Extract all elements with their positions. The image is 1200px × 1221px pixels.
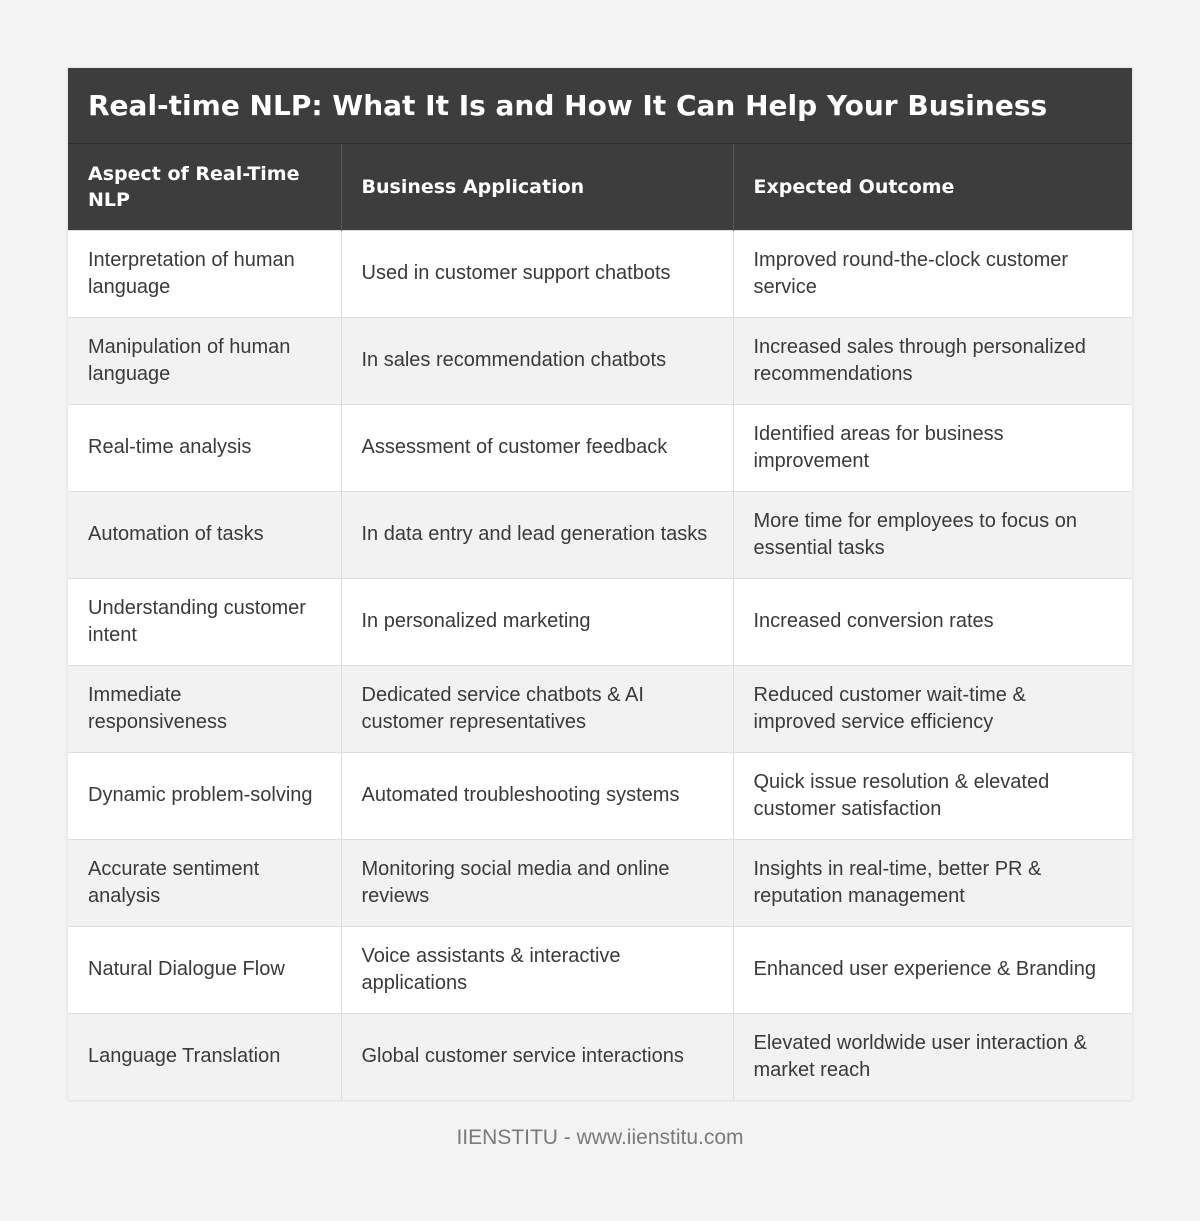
footer-credit: IIENSTITU - www.iienstitu.com: [456, 1126, 744, 1149]
cell-outcome: More time for employees to focus on essential tasks: [733, 491, 1132, 578]
page-title: Real-time NLP: What It Is and How It Can Help Your Business: [88, 89, 1048, 122]
table-body: [68, 230, 1132, 1100]
table-row: [68, 926, 1132, 1013]
header-row: [68, 144, 1132, 230]
cell-application: Used in customer support chatbots: [341, 230, 733, 317]
cell-outcome: Insights in real-time, better PR & reputation management: [733, 839, 1132, 926]
cell-application: Global customer service interactions: [341, 1013, 733, 1100]
cell-aspect: Real-time analysis: [68, 404, 341, 491]
cell-outcome: Increased conversion rates: [733, 578, 1132, 665]
cell-application: In sales recommendation chatbots: [341, 317, 733, 404]
cell-outcome: Identified areas for business improvement: [733, 404, 1132, 491]
cell-aspect: Accurate sentiment analysis: [68, 839, 341, 926]
cell-outcome: Reduced customer wait-time & improved service efficiency: [733, 665, 1132, 752]
cell-application: Monitoring social media and online reviews: [341, 839, 733, 926]
cell-application: Dedicated service chatbots & AI customer representatives: [341, 665, 733, 752]
table-row: [68, 491, 1132, 578]
cell-outcome: Quick issue resolution & elevated customer satisfaction: [733, 752, 1132, 839]
cell-aspect: Natural Dialogue Flow: [68, 926, 341, 1013]
table-row: [68, 230, 1132, 317]
table-row: [68, 317, 1132, 404]
cell-outcome: Enhanced user experience & Branding: [733, 926, 1132, 1013]
data-table: [68, 144, 1132, 1100]
table-row: [68, 752, 1132, 839]
table-header: [68, 144, 1132, 230]
table-row: [68, 1013, 1132, 1100]
title-bar: [68, 68, 1132, 144]
cell-aspect: Dynamic problem-solving: [68, 752, 341, 839]
cell-aspect: Understanding customer intent: [68, 578, 341, 665]
table-row: [68, 578, 1132, 665]
cell-aspect: Interpretation of human language: [68, 230, 341, 317]
cell-aspect: Immediate responsiveness: [68, 665, 341, 752]
column-header-application: Business Application: [341, 144, 733, 230]
column-header-outcome: Expected Outcome: [733, 144, 1132, 230]
cell-aspect: Automation of tasks: [68, 491, 341, 578]
table-card: [68, 68, 1132, 1100]
cell-outcome: Increased sales through personalized recommendations: [733, 317, 1132, 404]
cell-application: Assessment of customer feedback: [341, 404, 733, 491]
cell-outcome: Elevated worldwide user interaction & market reach: [733, 1013, 1132, 1100]
table-row: [68, 665, 1132, 752]
cell-application: In personalized marketing: [341, 578, 733, 665]
cell-aspect: Manipulation of human language: [68, 317, 341, 404]
cell-application: In data entry and lead generation tasks: [341, 491, 733, 578]
table-row: [68, 404, 1132, 491]
column-header-aspect: Aspect of Real-Time NLP: [68, 144, 341, 230]
cell-outcome: Improved round-the-clock customer service: [733, 230, 1132, 317]
table-row: [68, 839, 1132, 926]
cell-application: Automated troubleshooting systems: [341, 752, 733, 839]
cell-application: Voice assistants & interactive applications: [341, 926, 733, 1013]
cell-aspect: Language Translation: [68, 1013, 341, 1100]
